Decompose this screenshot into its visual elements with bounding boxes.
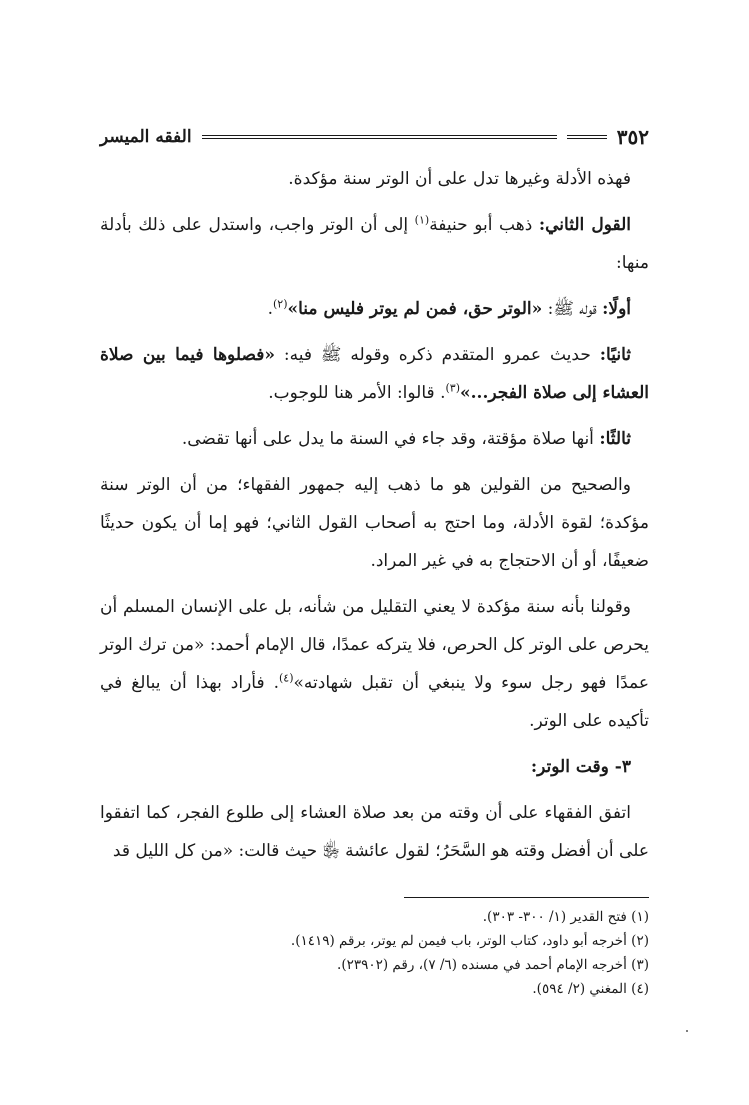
footnote-separator (404, 897, 649, 898)
footnote-ref: (٤) (278, 671, 294, 685)
paragraph-lead: ثانيًا: (599, 345, 631, 365)
paragraph: أولًا: قوله ﷺ: «الوتر حق، فمن لم يوتر فليس منا»$^{(٢)}$. (267, 297, 631, 319)
header-short-rule (567, 135, 607, 139)
paragraph: القول الثاني: ذهب أبو حنيفة$^{(١)}$ إلى أن الوتر واجب، واستدل على ذلك بأدلة منها: (100, 213, 649, 273)
footnote-ref: (٣) (445, 381, 460, 395)
header-rule (202, 135, 557, 139)
hadith-quote: «فصلوها فيما بين صلاة العشاء إلى صلاة الفجر...» (100, 345, 649, 403)
paragraph-lead: أولًا: (602, 299, 631, 319)
footnote: (٤) المغني (٢/ ٥٩٤). (532, 981, 649, 997)
footnote: (١) فتح القدير (١/ ٣٠٠- ٣٠٣). (482, 909, 649, 925)
paragraph: فهذه الأدلة وغيرها تدل على أن الوتر سنة مؤكدة. (288, 169, 631, 189)
book-title: الفقه الميسر (100, 127, 192, 147)
footnote-ref: (٢) (272, 297, 288, 311)
main-text (100, 160, 649, 878)
paragraph: اتفق الفقهاء على أن وقته من بعد صلاة العشاء إلى طلوع الفجر، كما اتفقوا على أن أفضل وقته هو السَّحَرُ؛ لقول عائشة ﵂ حيث قالت: «من كل الليل قد (100, 803, 649, 861)
paragraph: ثالثًا: أنها صلاة مؤقتة، وقد جاء في السنة ما يدل على أنها تقضى. (181, 429, 631, 449)
footnote-ref: (١) (414, 213, 430, 227)
hadith-quote: «الوتر حق، فمن لم يوتر فليس منا» (287, 299, 543, 319)
footnote: (٣) أخرجه الإمام أحمد في مسنده (٦/ ٧)، رقم (٢٣٩٠٢). (337, 957, 649, 973)
page-number: ٣٥٢ (616, 125, 649, 149)
footnotes (100, 905, 649, 1001)
running-header (100, 122, 649, 152)
section-heading: ٣- وقت الوتر: (530, 757, 631, 777)
paragraph: ثانيًا: حديث عمرو المتقدم ذكره وقوله ﷺ فيه: «فصلوها فيما بين صلاة العشاء إلى صلاة الفجر...»$^{(٣)}$. قالوا: الأمر هنا للوجوب. (100, 345, 649, 403)
paragraph-lead: القول الثاني: (538, 215, 631, 235)
scan-speck (686, 1030, 688, 1032)
paragraph-lead: ثالثًا: (599, 429, 631, 449)
paragraph: والصحيح من القولين هو ما ذهب إليه جمهور الفقهاء؛ من أن الوتر سنة مؤكدة؛ لقوة الأدلة، وما احتج به أصحاب القول الثاني؛ فهو إما أن يكون حديثًا ضعيفًا، أو أن الاحتجاج به في غير المراد. (100, 475, 649, 571)
footnote: (٢) أخرجه أبو داود، كتاب الوتر، باب فيمن لم يوتر، برقم (١٤١٩). (290, 933, 649, 949)
paragraph: وقولنا بأنه سنة مؤكدة لا يعني التقليل من شأنه، بل على الإنسان المسلم أن يحرص على الوتر كل الحرص، فلا يتركه عمدًا، قال الإمام أحمد: «من ترك الوتر عمدًا فهو رجل سوء ولا ينبغي أن تقبل شهادته»$^{(٤)}$. فأراد بهذا أن يبالغ في تأكيده على الوتر. (100, 597, 650, 731)
